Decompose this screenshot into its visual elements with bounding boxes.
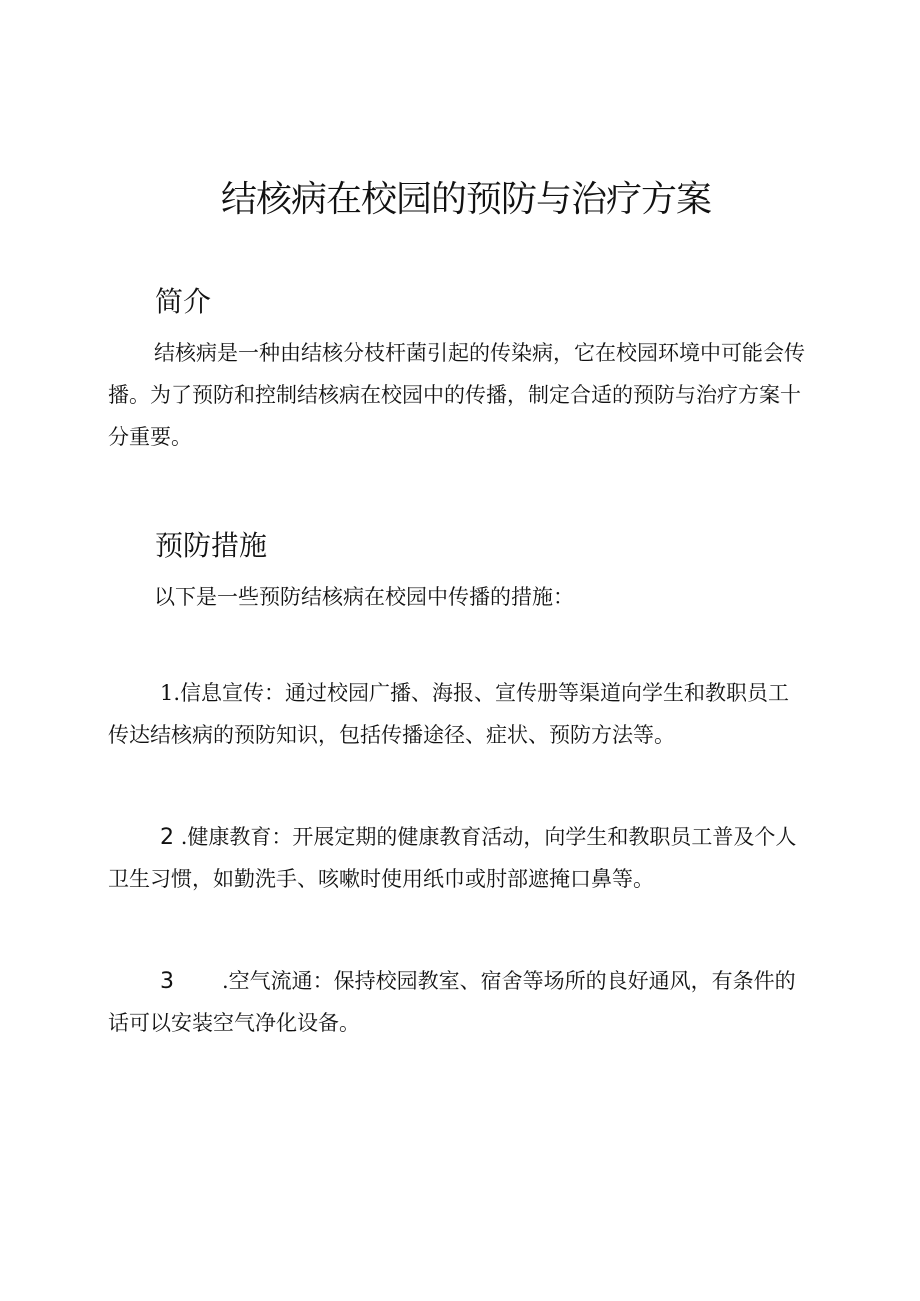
prevention-lead-paragraph: [108, 576, 828, 618]
intro-line-3: 分重要。: [108, 425, 192, 449]
list-item: [108, 960, 828, 1044]
list-item-number: 2: [160, 825, 174, 850]
intro-line-2: 播。为了预防和控制结核病在校园中的传播，制定合适的预防与治疗方案十: [108, 383, 801, 407]
list-item-number: 3: [160, 969, 174, 994]
list-item-text: .空气流通：保持校园教室、宿舍等场所的良好通风，有条件的: [222, 969, 796, 993]
list-item-line-2: 传达结核病的预防知识，包括传播途径、症状、预防方法等。: [108, 723, 675, 747]
list-item: [108, 672, 828, 756]
list-item-text: 信息宣传：通过校园广播、海报、宣传册等渠道向学生和教职员工: [180, 681, 790, 705]
list-item-text: .健康教育：开展定期的健康教育活动，向学生和教职员工普及个人: [180, 825, 797, 849]
document-title: 结核病在校园的预防与治疗方案: [220, 179, 711, 220]
list-item: [108, 816, 828, 900]
list-item-number: 1.: [160, 681, 181, 705]
intro-line-1: 结核病是一种由结核分枝杆菌引起的传染病，它在校园环境中可能会传: [154, 341, 805, 365]
list-item-line-1: [108, 960, 828, 1002]
prevention-lead: 以下是一些预防结核病在校园中传播的措施：: [154, 585, 574, 609]
list-item-line-1: [108, 672, 828, 714]
list-item-line-2: 卫生习惯，如勤洗手、咳嗽时使用纸巾或肘部遮掩口鼻等。: [108, 867, 654, 891]
list-item-line-1: [108, 816, 828, 858]
prevention-heading: 预防措施: [155, 529, 268, 562]
intro-paragraph: [108, 332, 828, 458]
intro-heading: 简介: [155, 285, 212, 318]
list-item-line-2: 话可以安装空气净化设备。: [108, 1011, 360, 1035]
